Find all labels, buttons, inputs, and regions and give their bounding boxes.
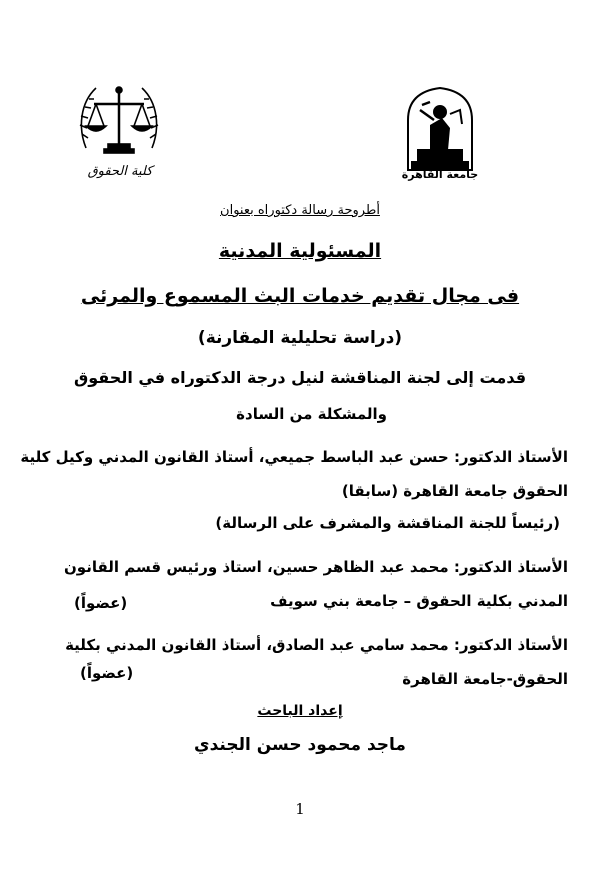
thesis-title-line1: المسئولية المدنية (218, 240, 382, 262)
committee-member-1 (20, 440, 568, 508)
thesis-intro: أطروحة رسالة دكتوراه بعنوان (220, 203, 380, 218)
member-2-line2: المدني بكلية الحقوق – جامعة بني سويف (270, 592, 568, 610)
member-1-line2: الحقوق جامعة القاهرة (سابقا) (341, 482, 568, 500)
member-2-role: (عضواً) (74, 594, 128, 612)
member-3-line1: الأستاذ الدكتور: محمد سامي عبد الصادق، أستاذ القانون المدني بكلية (65, 636, 568, 654)
page-number: 1 (295, 800, 305, 818)
author-name: ماجد محمود حسن الجندي (194, 735, 406, 755)
member-3-role: (عضواً) (80, 664, 134, 682)
committee-heading: والمشكلة من السادة (236, 405, 387, 423)
faculty-of-law-caption: كلية الحقوق (87, 164, 153, 179)
presented-to: قدمت إلى لجنة المناقشة لنيل درجة الدكتوراه في الحقوق (73, 368, 527, 387)
cairo-university-caption: جامعة القاهرة (401, 168, 479, 181)
member-3-line2: الحقوق-جامعة القاهرة (402, 670, 568, 688)
member-1-role: (رئيساً للجنة المناقشة والمشرف على الرسالة) (215, 514, 560, 532)
member-1-line1: الأستاذ الدكتور: حسن عبد الباسط جميعي، أستاذ القانون المدني وكيل كلية (20, 448, 568, 466)
study-type: (دراسة تحليلية المقارنة) (197, 328, 403, 348)
committee-member-3 (28, 628, 568, 696)
prepared-by-label: إعداد الباحث (257, 703, 343, 719)
thesis-title-line2: فى مجال تقديم خدمات البث المسموع والمرئى (80, 285, 520, 307)
member-2-line1: الأستاذ الدكتور: محمد عبد الظاهر حسين، استاذ ورئيس قسم القانون (64, 558, 568, 576)
